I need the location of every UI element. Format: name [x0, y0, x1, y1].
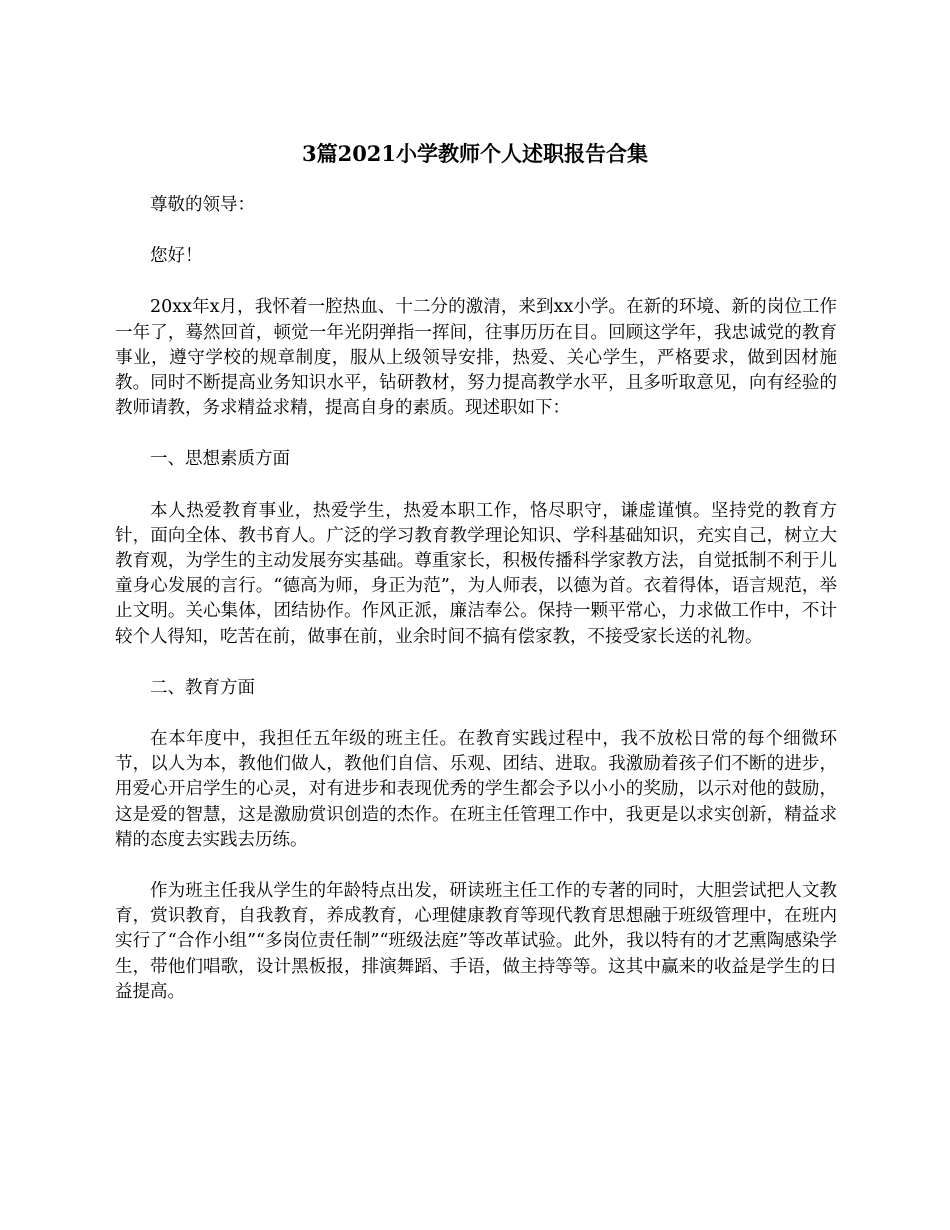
intro-paragraph: 20xx年x月，我怀着一腔热血、十二分的激清，来到xx小学。在新的环境、新的岗位工作一年了，蓦然回首，顿觉一年光阴弹指一挥间，往事历历在目。回顾这学年，我忠诚党的教育事业，遵守学校的规章制度，服从上级领导安排，热爱、关心学生，严格要求，做到因材施教。同时不断提高业务知识水平，钻研教材，努力提高教学水平，且多听取意见，向有经验的教师请教，务求精益求精，提高自身的素质。现述职如下：: [115, 297, 837, 419]
section-2-paragraph-2: 作为班主任我从学生的年龄特点出发，研读班主任工作的专著的同时，大胆尝试把人文教育，赏识教育，自我教育，养成教育，心理健康教育等现代教育思想融于班级管理中，在班内实行了“合作小组”“多岗位责任制”“班级法庭”等改革试验。此外，我以特有的才艺熏陶感染学生，带他们唱歌，设计黑板报，排演舞蹈、手语，做主持等等。这其中赢来的收益是学生的日益提高。: [115, 881, 837, 1002]
section-heading-2: 二、教育方面: [150, 677, 255, 698]
section-2-paragraph-1: 在本年度中，我担任五年级的班主任。在教育实践过程中，我不放松日常的每个细微环节，以人为本，教他们做人，教他们自信、乐观、团结、进取。我激励着孩子们不断的进步，用爱心开启学生的心灵，对有进步和表现优秀的学生都会予以小小的奖励，以示对他的鼓励，这是爱的智慧，这是激励赏识创造的杰作。在班主任管理工作中，我更是以求实创新，精益求精的态度去实践去历练。: [115, 729, 837, 850]
salutation: 尊敬的领导：: [150, 195, 255, 215]
document-body: [115, 193, 837, 1031]
greeting: 您好！: [150, 246, 203, 267]
document-title: 3篇2021小学教师个人述职报告合集: [301, 141, 649, 166]
section-heading-1: 一、思想素质方面: [150, 449, 290, 470]
section-1-paragraph: 本人热爱教育事业，热爱学生，热爱本职工作，恪尽职守，谦虚谨慎。坚持党的教育方针，面向全体、教书育人。广泛的学习教育教学理论知识、学科基础知识，充实自己，树立大教育观，为学生的主动发展夯实基础。尊重家长，积极传播科学家教方法，自觉抵制不利于儿童身心发展的言行。“德高为师，身正为范”，为人师表，以德为首。衣着得体，语言规范，举止文明。关心集体，团结协作。作风正派，廉洁奉公。保持一颗平常心，力求做工作中，不计较个人得知，吃苦在前，做事在前，业余时间不搞有偿家教，不接受家长送的礼物。: [115, 500, 837, 647]
